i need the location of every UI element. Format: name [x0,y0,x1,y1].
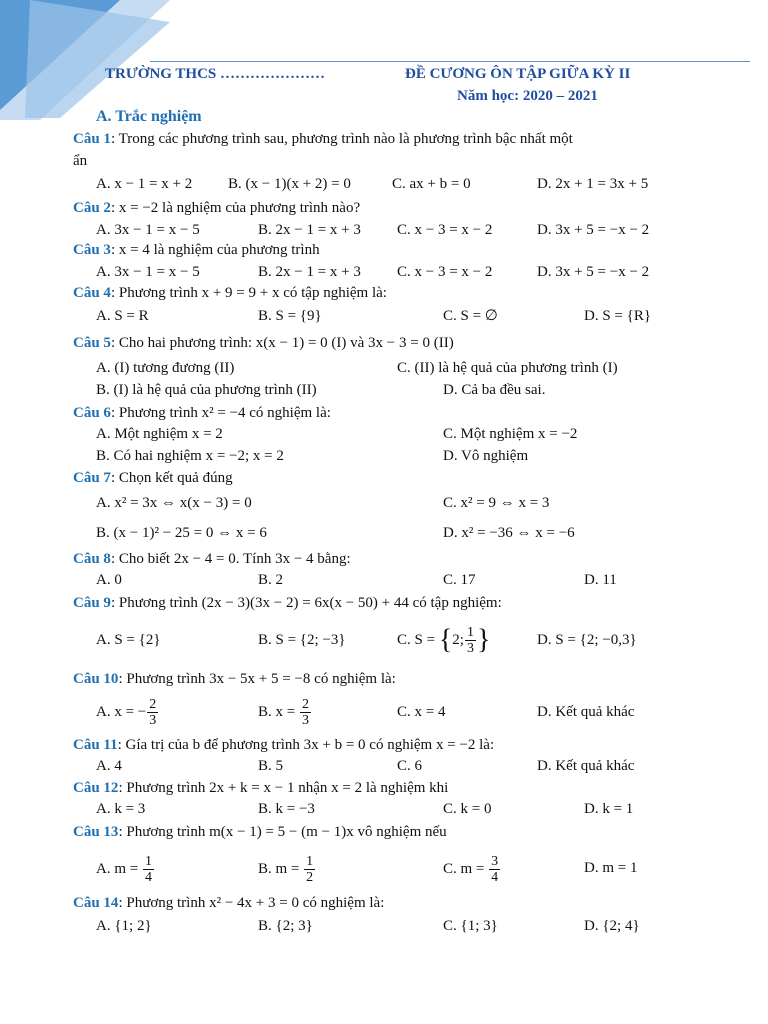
q12-option-a: A. k = 3 [96,801,146,817]
q10-option-d: D. Kết quả khác [537,704,635,720]
q7-option-b: B. (x − 1)² − 25 = 0 ⇔ x = 6 [96,525,267,541]
q9-option-a: A. S = {2} [96,632,161,648]
question-3: Câu 3: x = 4 là nghiệm của phương trình [73,242,320,258]
q13b-fraction: $\frac{1}{2}$ [306,854,314,886]
q13-option-d: D. m = 1 [584,860,638,876]
q7-option-c: C. x² = 9 ⇔ x = 3 [443,495,550,511]
question-10: Câu 10: Phương trình 3x − 5x + 5 = −8 có nghiệm là: [73,671,396,687]
q4-option-c: C. S = ∅ [443,308,498,324]
q12-option-c: C. k = 0 [443,801,492,817]
q3-option-a: A. 3x − 1 = x − 5 [96,264,200,280]
q11-option-c: C. 6 [397,758,423,774]
header-rule [150,61,750,62]
question-9: Câu 9: Phương trình (2x − 3)(3x − 2) = 6x(x − 50) + 44 có tập nghiệm: [73,595,502,611]
question-7: Câu 7: Chọn kết quả đúng [73,470,233,486]
q8-option-d: D. 11 [584,572,617,588]
q10b-fraction: $\frac{2}{3}$ [301,697,309,729]
q13-option-b: B. m = $\frac{1}{2}$ [258,854,314,886]
q10-option-b: B. x = $\frac{2}{3}$ [258,697,309,729]
q5-option-a: A. (I) tương đương (II) [96,360,235,376]
q5-option-c: C. (II) là hệ quả của phương trình (I) [397,360,618,376]
q1-option-b: B. (x − 1)(x + 2) = 0 [228,176,351,192]
q12-option-d: D. k = 1 [584,801,634,817]
q13-option-a: A. m = $\frac{1}{4}$ [96,854,152,886]
q2-option-c: C. x − 3 = x − 2 [397,222,493,238]
q13a-fraction: $\frac{1}{4}$ [144,854,152,886]
document-title: ĐỀ CƯƠNG ÔN TẬP GIỮA KỲ II [405,66,631,82]
q14-option-a: A. {1; 2} [96,918,152,934]
q2-option-d: D. 3x + 5 = −x − 2 [537,222,650,238]
q7-option-d: D. x² = −36 ⇔ x = −6 [443,525,575,541]
q11-option-d: D. Kết quả khác [537,758,635,774]
q3-option-b: B. 2x − 1 = x + 3 [258,264,361,280]
question-6: Câu 6: Phương trình x² = −4 có nghiệm là: [73,405,331,421]
q1-option-a: A. x − 1 = x + 2 [96,176,193,192]
q1-option-d: D. 2x + 1 = 3x + 5 [537,176,649,192]
q14-option-c: C. {1; 3} [443,918,498,934]
q14-option-d: D. {2; 4} [584,918,640,934]
q3-option-c: C. x − 3 = x − 2 [397,264,493,280]
q10-option-c: C. x = 4 [397,704,446,720]
q8-option-b: B. 2 [258,572,284,588]
question-13: Câu 13: Phương trình m(x − 1) = 5 − (m − 1)x vô nghiệm nếu [73,824,447,840]
q5-option-b: B. (I) là hệ quả của phương trình (II) [96,382,317,398]
q12-option-b: B. k = −3 [258,801,315,817]
q7-option-a: A. x² = 3x ⇔ x(x − 3) = 0 [96,495,252,511]
q5-option-d: D. Cả ba đều sai. [443,382,546,398]
question-11: Câu 11: Gía trị của b để phương trình 3x + b = 0 có nghiệm x = −2 là: [73,737,495,753]
q1-option-c: C. ax + b = 0 [392,176,471,192]
q6-option-d: D. Vô nghiệm [443,448,529,464]
q10-option-a: A. x = − $\frac{2}{3}$ [96,697,157,729]
q11-option-b: B. 5 [258,758,284,774]
q9-option-b: B. S = {2; −3} [258,632,346,648]
question-12: Câu 12: Phương trình 2x + k = x − 1 nhận x = 2 là nghiệm khi [73,780,449,796]
q4-option-d: D. S = {R} [584,308,652,324]
q11-option-a: A. 4 [96,758,122,774]
q8-option-c: C. 17 [443,572,476,588]
q13-option-c: C. m = $\frac{3}{4}$ [443,854,499,886]
q9c-fraction: $\frac{1}{3}$ [466,625,474,657]
q2-option-b: B. 2x − 1 = x + 3 [258,222,361,238]
corner-decoration [0,0,180,120]
section-title: A. Trắc nghiệm [96,108,202,125]
question-1: Câu 1: Trong các phương trình sau, phương trình nào là phương trình bậc nhất một [73,131,573,147]
q4-option-a: A. S = R [96,308,149,324]
question-4: Câu 4: Phương trình x + 9 = 9 + x có tập nghiệm là: [73,285,387,301]
question-1-cont: ẩn [73,153,88,169]
q10a-fraction: $\frac{2}{3}$ [149,697,157,729]
question-14: Câu 14: Phương trình x² − 4x + 3 = 0 có nghiệm là: [73,895,385,911]
q2-option-a: A. 3x − 1 = x − 5 [96,222,200,238]
q8-option-a: A. 0 [96,572,122,588]
q4-option-b: B. S = {9} [258,308,322,324]
q9-option-c: C. S = {2; $\frac{1}{3}$ } [397,624,491,657]
q14-option-b: B. {2; 3} [258,918,313,934]
question-8: Câu 8: Cho biết 2x − 4 = 0. Tính 3x − 4 bằng: [73,551,351,567]
q3-option-d: D. 3x + 5 = −x − 2 [537,264,650,280]
school-year: Năm học: 2020 – 2021 [457,88,598,104]
q13c-fraction: $\frac{3}{4}$ [491,854,499,886]
school-name: TRƯỜNG THCS ………………… [105,66,326,82]
question-2: Câu 2: x = −2 là nghiệm của phương trình nào? [73,200,361,216]
q9-option-d: D. S = {2; −0,3} [537,632,637,648]
q6-option-a: A. Một nghiệm x = 2 [96,426,223,442]
question-5: Câu 5: Cho hai phương trình: x(x − 1) = 0 (I) và 3x − 3 = 0 (II) [73,335,454,351]
q6-option-b: B. Có hai nghiệm x = −2; x = 2 [96,448,284,464]
q6-option-c: C. Một nghiệm x = −2 [443,426,578,442]
